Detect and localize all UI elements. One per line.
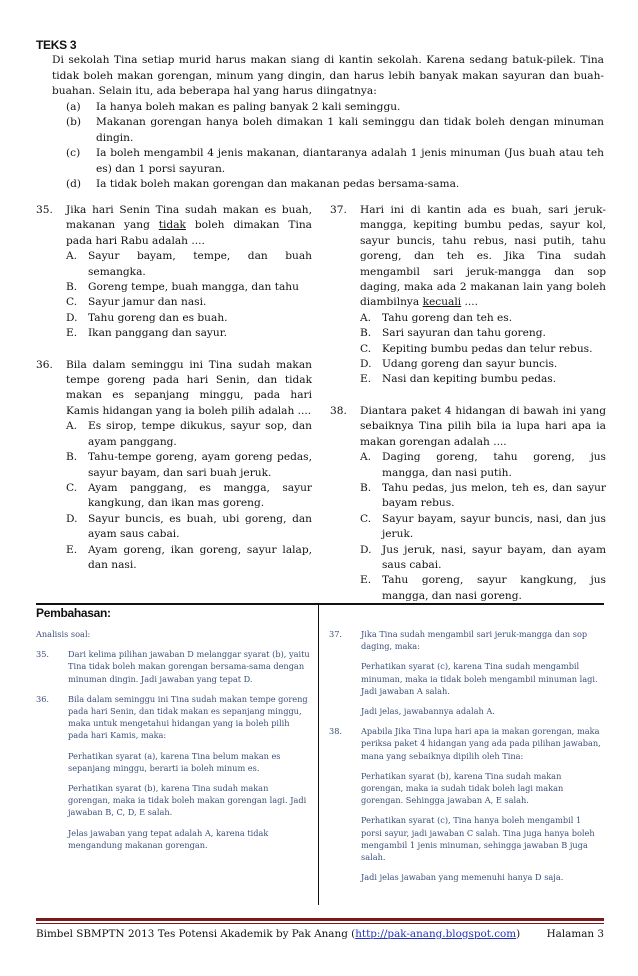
- footer-text: ): [516, 928, 521, 940]
- pembahasan-paragraph: Apabila Jika Tina lupa hari apa ia makan gorengan, maka periksa paket 4 hidangan yang ada pada pilihan jawaban, mana yang sebaiknya dipilih oleh Tina:: [361, 726, 601, 761]
- option-text: Kepiting bumbu pedas dan telur rebus.: [382, 342, 593, 355]
- option-text: Tahu pedas, jus melon, teh es, dan sayur bayam rebus.: [382, 481, 606, 510]
- question-stem: Diantara paket 4 hidangan di bawah ini yang sebaiknya Tina pilih bila ia lupa hari apa ia makan gorengan adalah ....: [360, 404, 606, 448]
- pembahasan-paragraph: Perhatikan syarat (c), Tina hanya boleh mengambil 1 porsi sayur, jadi jawaban C salah. Tina juga hanya boleh mengambil 1 jenis minuman, sehingga jawaban B juga salah.: [361, 815, 595, 863]
- question-stem: [66, 203, 312, 249]
- option-c: [360, 512, 606, 543]
- option-a: [360, 450, 606, 481]
- stem-text: ....: [461, 296, 478, 309]
- option-c: [66, 295, 312, 310]
- pembahasan-item-38: [329, 725, 604, 883]
- option-c: [66, 481, 312, 512]
- option-label: C.: [66, 296, 78, 309]
- option-text: Daging goreng, tahu goreng, jus mangga, dan nasi putih.: [382, 451, 606, 479]
- option-text: Sari sayuran dan tahu goreng.: [382, 327, 546, 340]
- rule-label: (a): [66, 100, 81, 113]
- option-text: Tahu goreng, sayur kangkung, jus mangga, dan nasi goreng.: [382, 574, 606, 602]
- rule-text: Ia boleh mengambil 4 jenis makanan, diantaranya adalah 1 jenis minuman (Jus buah atau teh es) dan 1 porsi sayuran.: [96, 147, 604, 175]
- stem-text: Jika hari Senin Tina sudah makan es buah, makanan yang: [66, 204, 312, 232]
- pembahasan-paragraph: Jika Tina sudah mengambil sari jeruk-mangga dan sop daging, maka:: [361, 629, 588, 652]
- question-stem: Bila dalam seminggu ini Tina sudah makan tempe goreng pada hari Senin, dan tidak makan es sepanjang minggu, pada hari Kamis hidangan yang ia boleh pilih adalah ....: [66, 358, 312, 417]
- option-text: Jus jeruk, nasi, sayur bayam, dan ayam saus cabai.: [382, 543, 606, 571]
- rule-label: (b): [66, 116, 82, 128]
- option-text: Es sirop, tempe dikukus, sayur sop, dan ayam panggang.: [88, 420, 312, 448]
- footer-rule-thin: [36, 923, 604, 924]
- pembahasan-intro: Analisis soal:: [36, 629, 91, 639]
- question-36: [36, 358, 312, 574]
- option-label: B.: [360, 327, 372, 340]
- option-label: E.: [360, 373, 372, 386]
- option-text: Tahu-tempe goreng, ayam goreng pedas, sayur bayam, dan sari buah jeruk.: [88, 451, 312, 479]
- rule-item: [66, 100, 604, 116]
- question-number: 35.: [36, 204, 53, 216]
- option-a: [66, 249, 312, 280]
- option-text: Tahu goreng dan teh es.: [382, 311, 513, 324]
- pembahasan-number: 38.: [329, 726, 343, 737]
- pembahasan-paragraph: Jadi jelas jawaban yang memenuhi hanya D saja.: [361, 872, 564, 883]
- options-list: [66, 249, 312, 341]
- option-text: Sayur jamur dan nasi.: [88, 296, 207, 309]
- teks-body: [52, 53, 604, 193]
- pembahasan-number: 37.: [329, 629, 343, 639]
- footer-rule-thick: [36, 918, 604, 921]
- option-label: B.: [66, 451, 78, 464]
- pembahasan-item-36: [36, 693, 311, 851]
- pembahasan-number: 35.: [36, 649, 50, 660]
- option-label: C.: [360, 342, 372, 355]
- page-number: Halaman 3: [546, 928, 604, 940]
- footer-credit: [36, 928, 520, 940]
- question-number: 38.: [330, 404, 347, 417]
- option-label: E.: [66, 327, 78, 340]
- footer-text: Bimbel SBMPTN 2013 Tes Potensi Akademik by Pak Anang (: [36, 928, 356, 940]
- option-text: Nasi dan kepiting bumbu pedas.: [382, 373, 557, 386]
- option-text: Tahu goreng dan es buah.: [88, 311, 228, 324]
- option-text: Ikan panggang dan sayur.: [88, 327, 227, 340]
- rule-label: (c): [66, 147, 81, 159]
- option-text: Sayur bayam, sayur buncis, nasi, dan jus jeruk.: [382, 512, 606, 541]
- option-label: D.: [360, 358, 372, 371]
- options-list: [360, 311, 606, 388]
- teks-title: TEKS 3: [36, 38, 77, 52]
- pembahasan-right-column: [329, 628, 604, 891]
- option-text: Goreng tempe, buah mangga, dan tahu: [88, 281, 299, 294]
- option-b: [360, 481, 606, 512]
- option-a: [66, 419, 312, 450]
- pembahasan-paragraph: Perhatikan syarat (b), karena Tina sudah makan gorengan, maka ia sudah tidak boleh lagi makan gorengan. Sehingga jawaban A, E salah.: [361, 770, 564, 806]
- option-label: B.: [360, 481, 372, 494]
- pembahasan-top-rule: [36, 603, 604, 605]
- question-stem: [360, 203, 606, 311]
- option-label: C.: [360, 512, 372, 525]
- option-label: E.: [360, 574, 372, 587]
- option-label: D.: [66, 512, 78, 525]
- option-label: D.: [360, 543, 372, 556]
- option-text: Sayur buncis, es buah, ubi goreng, dan ayam saus cabai.: [88, 512, 312, 541]
- rule-text: Makanan gorengan hanya boleh dimakan 1 kali seminggu dan tidak boleh dengan minuman dingin.: [96, 116, 604, 144]
- option-d: [66, 311, 312, 326]
- pembahasan-paragraph: Jadi jelas, jawabannya adalah A.: [361, 706, 495, 717]
- option-e: [66, 326, 312, 341]
- pembahasan-paragraph: Perhatikan syarat (c), karena Tina sudah mengambil minuman, maka ia tidak boleh mengambil minuman lagi. Jadi jawaban A salah.: [361, 661, 598, 696]
- option-b: [360, 326, 606, 341]
- option-label: B.: [66, 281, 78, 294]
- rule-item: [66, 115, 604, 146]
- option-b: [66, 280, 312, 295]
- rule-text: Ia tidak boleh makan gorengan dan makanan pedas bersama-sama.: [96, 178, 460, 190]
- option-c: [360, 342, 606, 357]
- pembahasan-paragraph: Perhatikan syarat (a), karena Tina belum makan es sepanjang minggu, berarti ia boleh minum es.: [68, 750, 281, 773]
- questions-right-column: [330, 203, 606, 620]
- pembahasan-paragraph: Perhatikan syarat (b), karena Tina sudah makan gorengan, maka ia tidak boleh makan gorengan lagi. Jadi jawaban B, C, D, E salah.: [68, 783, 307, 818]
- option-text: Ayam panggang, es mangga, sayur kangkung, dan ikan mas goreng.: [88, 481, 312, 510]
- rule-text: Ia hanya boleh makan es paling banyak 2 kali seminggu.: [96, 100, 401, 113]
- option-d: [360, 357, 606, 372]
- pembahasan-number: 36.: [36, 693, 50, 704]
- rule-label: (d): [66, 178, 82, 190]
- question-number: 36.: [36, 358, 53, 371]
- option-d: [66, 512, 312, 543]
- question-38: [330, 404, 606, 604]
- pembahasan-item-37: [329, 628, 604, 717]
- rule-item: [66, 177, 604, 193]
- option-label: A.: [66, 420, 78, 433]
- stem-text: boleh dimakan Tina pada hari Rabu adalah ....: [66, 219, 312, 247]
- option-b: [66, 450, 312, 481]
- pembahasan-item-35: [36, 648, 311, 685]
- questions-left-column: [36, 203, 312, 589]
- option-e: [360, 573, 606, 604]
- pembahasan-left-column: [36, 628, 311, 859]
- stem-underlined: tidak: [158, 219, 186, 232]
- option-label: C.: [66, 481, 78, 494]
- option-d: [360, 543, 606, 574]
- question-number: 37.: [330, 204, 347, 216]
- teks-intro: Di sekolah Tina setiap murid harus makan siang di kantin sekolah. Karena sedang batuk-pilek. Tina tidak boleh makan gorengan, minum yang dingin, dan harus lebih banyak makan sayuran dan buah-buahan. Selain itu, ada beberapa hal yang harus diingatnya:: [52, 54, 604, 97]
- pembahasan-title: Pembahasan:: [36, 606, 111, 620]
- pembahasan-paragraph: Bila dalam seminggu ini Tina sudah makan tempe goreng pada hari Senin, dan tidak makan es sepanjang minggu, maka untuk mengetahui hidangan yang ia boleh pilih pada hari Kamis, maka:: [68, 693, 308, 741]
- options-list: [360, 450, 606, 604]
- question-37: [330, 203, 606, 388]
- option-e: [66, 543, 312, 574]
- option-label: A.: [66, 250, 78, 263]
- options-list: [66, 419, 312, 573]
- option-a: [360, 311, 606, 326]
- option-label: E.: [66, 543, 78, 556]
- pembahasan-paragraph: Jelas jawaban yang tepat adalah A, karena tidak mengandung makanan gorengan.: [68, 827, 269, 850]
- option-label: D.: [66, 311, 78, 324]
- option-text: Udang goreng dan sayur buncis.: [382, 358, 558, 371]
- stem-underlined: kecuali: [422, 296, 462, 309]
- pembahasan-column-divider: [318, 605, 319, 905]
- pembahasan-paragraph: Dari kelima pilihan jawaban D melanggar syarat (b), yaitu Tina tidak boleh makan gorengan bersama-sama dengan minuman dingin. Jadi jawaban yang tepat D.: [68, 649, 310, 684]
- rule-item: [66, 146, 604, 177]
- option-e: [360, 372, 606, 387]
- option-text: Sayur bayam, tempe, dan buah semangka.: [88, 250, 312, 278]
- rule-list: [52, 100, 604, 193]
- question-35: [36, 203, 312, 342]
- option-text: Ayam goreng, ikan goreng, sayur lalap, dan nasi.: [88, 543, 312, 571]
- stem-text: Hari ini di kantin ada es buah, sari jeruk-mangga, kepiting bumbu pedas, sayur kol, sayur buncis, tahu rebus, nasi putih, tahu goreng, dan teh es. Jika Tina sudah mengambil sari jeruk-mangga dan sop daging, maka ada 2 makanan lain yang boleh diambilnya: [360, 204, 606, 309]
- footer-link[interactable]: http://pak-anang.blogspot.com: [355, 928, 517, 940]
- option-label: A.: [360, 451, 372, 464]
- option-label: A.: [360, 311, 372, 324]
